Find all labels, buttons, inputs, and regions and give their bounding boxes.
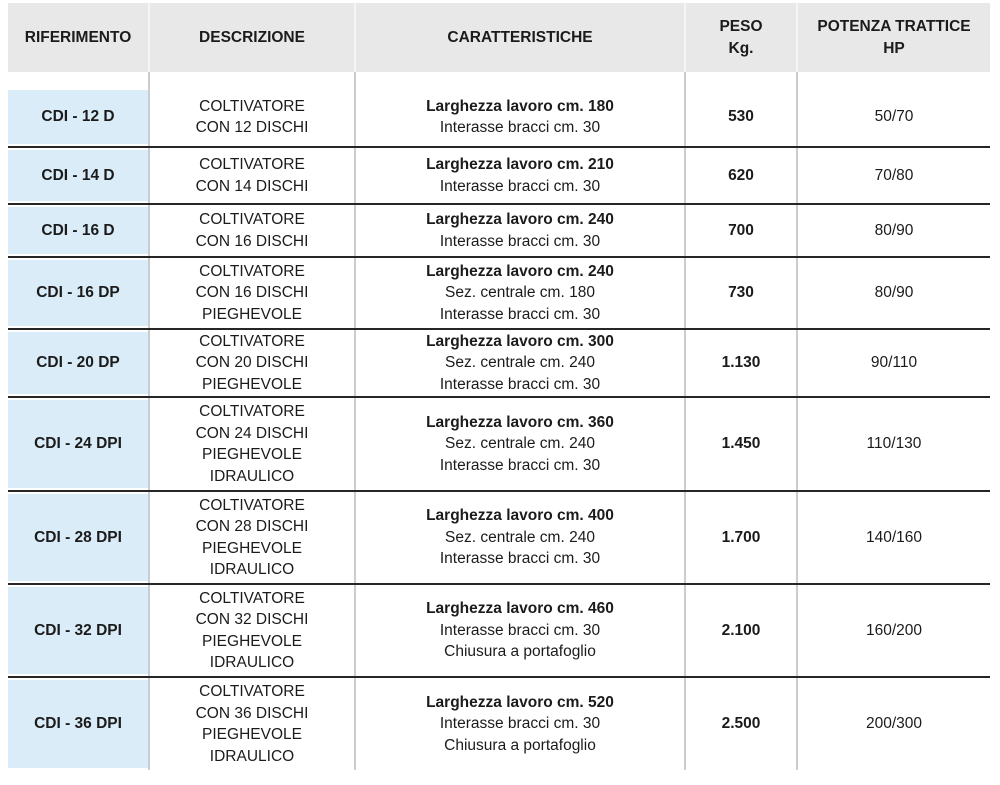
characteristics-line: Interasse bracci cm. 30 [439, 715, 601, 733]
characteristics-line: Larghezza lavoro cm. 240 [426, 211, 614, 228]
power-cell [798, 148, 990, 203]
ref-cell [8, 205, 150, 256]
characteristics-line: Sez. centrale cm. 240 [445, 354, 595, 372]
power-value: 160/200 [865, 621, 923, 639]
weight-value: 730 [728, 284, 754, 302]
description-line: COLTIVATORE [199, 683, 305, 700]
description-line: CON 28 DISCHI [195, 518, 309, 535]
description-cell [150, 398, 356, 490]
table-row [8, 330, 990, 396]
weight-cell [686, 398, 798, 490]
characteristics-cell [356, 205, 686, 256]
weight-value: 2.100 [721, 621, 761, 639]
description-line: COLTIVATORE [199, 496, 305, 514]
gap-cell [150, 72, 356, 88]
description-line: COLTIVATORE [199, 403, 305, 420]
description-line: CON 20 DISCHI [195, 354, 309, 372]
header-label: PESO [719, 18, 763, 35]
description-cell [150, 585, 356, 676]
reference-code: CDI - 16 DP [8, 260, 148, 326]
characteristics-line: Interasse bracci cm. 30 [439, 375, 601, 393]
weight-value: 1.130 [721, 354, 761, 372]
ref-cell [8, 330, 150, 396]
header-label: Kg. [728, 39, 754, 57]
characteristics-line: Chiusura a portafoglio [444, 736, 596, 754]
description-cell [150, 258, 356, 328]
header-label: RIFERIMENTO [24, 28, 132, 46]
description-cell [150, 678, 356, 770]
weight-value: 2.500 [721, 715, 761, 733]
characteristics-cell [356, 492, 686, 583]
power-cell [798, 258, 990, 328]
table-header-row [8, 3, 990, 72]
power-value: 70/80 [874, 166, 914, 184]
characteristics-line: Larghezza lavoro cm. 240 [426, 262, 614, 280]
characteristics-line: Interasse bracci cm. 30 [439, 456, 601, 474]
characteristics-line: Larghezza lavoro cm. 460 [426, 600, 614, 618]
power-cell [798, 678, 990, 770]
table-row [8, 678, 990, 770]
weight-value: 620 [728, 166, 754, 184]
reference-code: CDI - 20 DP [8, 332, 148, 394]
weight-cell [686, 258, 798, 328]
gap-cell [686, 72, 798, 88]
column-header-riferimento [8, 3, 150, 72]
ref-cell [8, 585, 150, 676]
power-cell [798, 88, 990, 146]
gap-cell [8, 72, 150, 88]
characteristics-line: Larghezza lavoro cm. 180 [426, 97, 614, 115]
characteristics-cell [356, 585, 686, 676]
characteristics-line: Sez. centrale cm. 240 [445, 435, 595, 453]
description-line: IDRAULICO [209, 467, 295, 485]
characteristics-cell [356, 678, 686, 770]
description-line: PIEGHEVOLE [202, 632, 302, 650]
characteristics-cell [356, 330, 686, 396]
description-line: PIEGHEVOLE [202, 305, 302, 323]
description-cell [150, 205, 356, 256]
table-row [8, 205, 990, 256]
ref-cell [8, 258, 150, 328]
power-cell [798, 585, 990, 676]
header-label: CARATTERISTICHE [447, 28, 593, 46]
header-label: HP [883, 39, 905, 57]
characteristics-line: Sez. centrale cm. 180 [445, 284, 595, 302]
description-line: COLTIVATORE [199, 97, 305, 115]
power-value: 110/130 [866, 435, 922, 453]
description-line: CON 24 DISCHI [195, 424, 309, 442]
reference-code: CDI - 36 DPI [8, 680, 148, 768]
description-line: PIEGHEVOLE [202, 375, 302, 393]
characteristics-cell [356, 398, 686, 490]
power-cell [798, 492, 990, 583]
description-line: PIEGHEVOLE [202, 726, 302, 743]
power-value: 80/90 [874, 221, 914, 239]
description-line: CON 16 DISCHI [195, 232, 309, 250]
description-line: COLTIVATORE [199, 589, 305, 607]
characteristics-cell [356, 258, 686, 328]
reference-code: CDI - 16 D [8, 207, 148, 254]
header-gap [8, 72, 990, 88]
description-cell [150, 148, 356, 203]
power-value: 90/110 [870, 354, 918, 372]
power-value: 140/160 [865, 528, 923, 546]
description-line: COLTIVATORE [199, 211, 305, 228]
description-cell [150, 88, 356, 146]
spec-table [8, 3, 990, 770]
reference-code: CDI - 12 D [8, 90, 148, 144]
characteristics-line: Interasse bracci cm. 30 [439, 119, 601, 136]
weight-cell [686, 492, 798, 583]
description-line: IDRAULICO [209, 561, 295, 578]
power-cell [798, 398, 990, 490]
power-cell [798, 330, 990, 396]
column-header-peso [686, 3, 798, 72]
column-header-caratteristiche [356, 3, 686, 72]
header-label: DESCRIZIONE [199, 28, 305, 46]
description-line: CON 12 DISCHI [195, 119, 309, 136]
description-cell [150, 492, 356, 583]
power-cell [798, 205, 990, 256]
weight-cell [686, 148, 798, 203]
table-row [8, 258, 990, 328]
weight-cell [686, 678, 798, 770]
weight-cell [686, 330, 798, 396]
power-value: 200/300 [865, 715, 923, 733]
description-line: COLTIVATORE [199, 262, 305, 280]
description-line: IDRAULICO [209, 747, 295, 765]
description-line: CON 16 DISCHI [195, 284, 309, 302]
column-header-potenza [798, 3, 990, 72]
description-line: IDRAULICO [209, 654, 295, 671]
weight-value: 700 [728, 221, 754, 239]
description-cell [150, 330, 356, 396]
table-row [8, 492, 990, 583]
characteristics-line: Interasse bracci cm. 30 [439, 305, 601, 323]
header-label: POTENZA TRATTICE [817, 18, 971, 35]
reference-code: CDI - 24 DPI [8, 400, 148, 488]
reference-code: CDI - 14 D [8, 150, 148, 201]
reference-code: CDI - 28 DPI [8, 494, 148, 581]
column-header-descrizione [150, 3, 356, 72]
description-line: PIEGHEVOLE [202, 539, 302, 557]
ref-cell [8, 148, 150, 203]
reference-code: CDI - 32 DPI [8, 587, 148, 674]
gap-cell [356, 72, 686, 88]
ref-cell [8, 492, 150, 583]
ref-cell [8, 88, 150, 146]
weight-cell [686, 205, 798, 256]
description-line: CON 14 DISCHI [195, 177, 309, 195]
characteristics-line: Larghezza lavoro cm. 400 [426, 507, 614, 525]
table-row [8, 585, 990, 676]
characteristics-line: Larghezza lavoro cm. 360 [426, 413, 614, 431]
power-value: 80/90 [874, 284, 914, 302]
characteristics-line: Interasse bracci cm. 30 [439, 232, 601, 250]
table-row [8, 398, 990, 490]
description-line: COLTIVATORE [199, 332, 305, 350]
characteristics-cell [356, 148, 686, 203]
description-line: CON 32 DISCHI [195, 611, 309, 628]
characteristics-line: Larghezza lavoro cm. 300 [426, 332, 614, 350]
characteristics-line: Interasse bracci cm. 30 [439, 177, 601, 195]
characteristics-cell [356, 88, 686, 146]
weight-value: 1.700 [721, 528, 761, 546]
weight-value: 530 [728, 108, 754, 126]
description-line: COLTIVATORE [199, 156, 305, 173]
description-line: CON 36 DISCHI [195, 704, 309, 722]
ref-cell [8, 678, 150, 770]
characteristics-line: Larghezza lavoro cm. 210 [426, 156, 614, 173]
gap-cell [798, 72, 990, 88]
weight-value: 1.450 [721, 435, 761, 453]
weight-cell [686, 88, 798, 146]
ref-cell [8, 398, 150, 490]
description-line: PIEGHEVOLE [202, 446, 302, 463]
weight-cell [686, 585, 798, 676]
table-row [8, 88, 990, 146]
characteristics-line: Interasse bracci cm. 30 [439, 550, 601, 568]
characteristics-line: Sez. centrale cm. 240 [445, 528, 595, 546]
power-value: 50/70 [874, 108, 914, 126]
table-row [8, 148, 990, 203]
characteristics-line: Larghezza lavoro cm. 520 [426, 693, 614, 711]
characteristics-line: Interasse bracci cm. 30 [439, 621, 601, 639]
characteristics-line: Chiusura a portafoglio [444, 643, 596, 661]
